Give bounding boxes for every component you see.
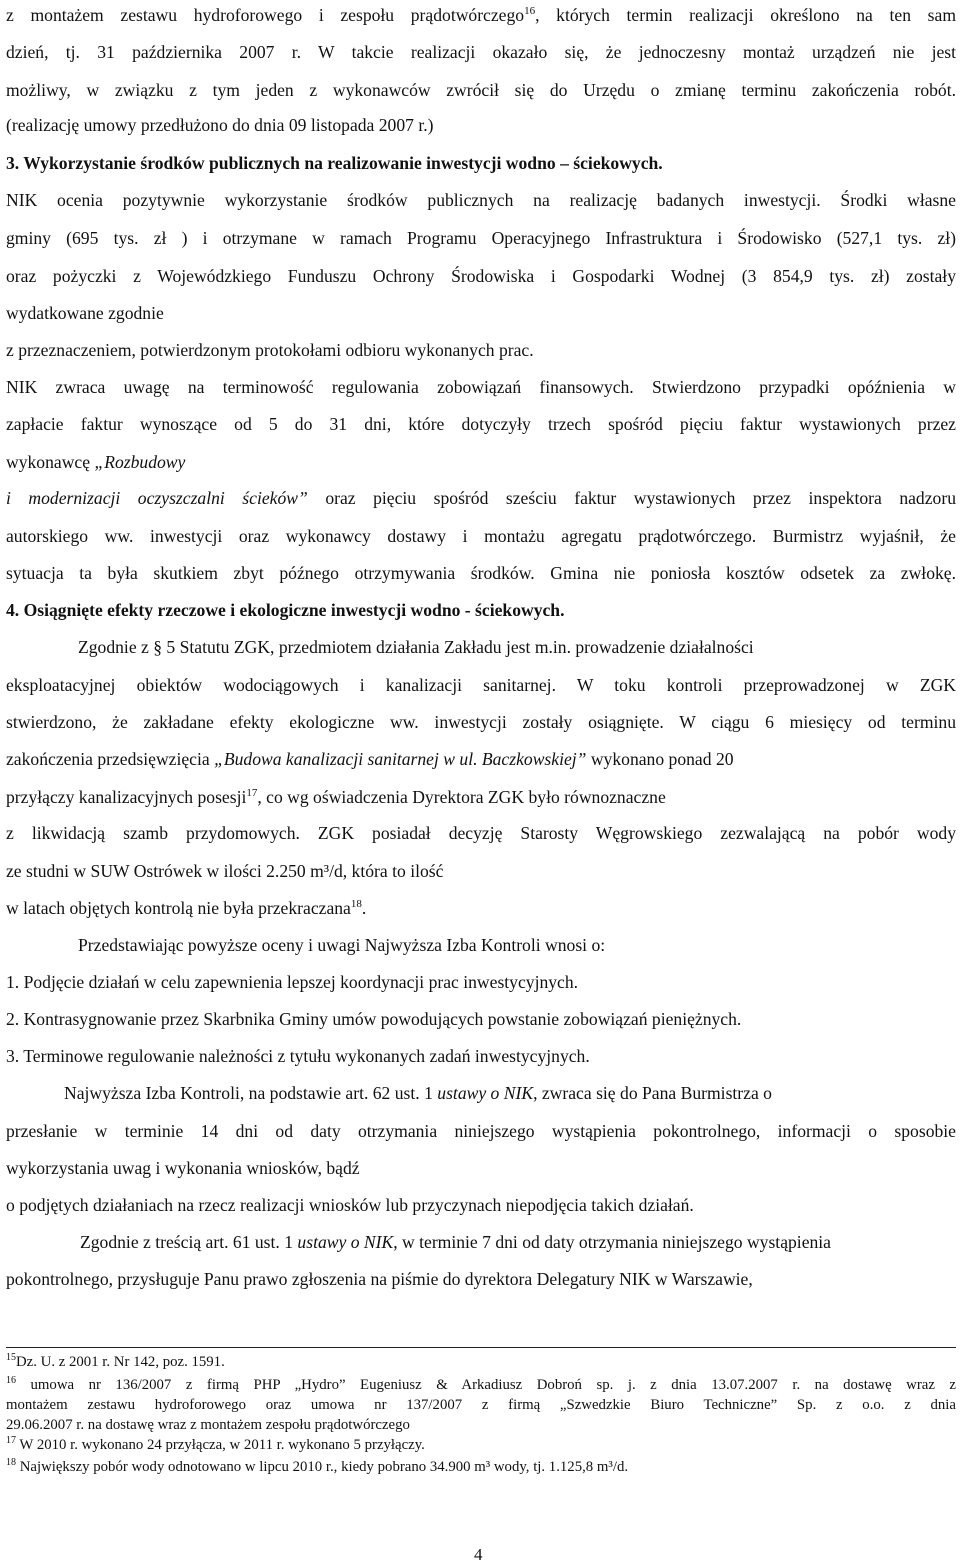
footnote: $^{16}$ umowa nr 136/2007 z firmą PHP „Hydro” Eugeniusz & Arkadiusz Dobroń sp. j. z dnia 13.07.2007 r. na dostawę wraz z [6,1375,956,1393]
body-line: gminy (695 tys. zł ) i otrzymane w ramach Programu Operacyjnego Infrastruktura i Środowisko (527,1 tys. zł) [6,228,956,248]
body-line: wydatkowane zgodnie [6,303,164,323]
body-line: ze studni w SUW Ostrówek w ilości 2.250 m³/d, która to ilość [6,861,444,881]
footnote: 29.06.2007 r. na dostawę wraz z montażem zespołu prądotwórczego [6,1417,410,1433]
body-line: z montażem zestawu hydroforowego i zespołu prądotwórczego$^{16}$, których termin realizacji określono na ten sam [6,5,957,25]
page-number: 4 [474,1545,483,1564]
body-line: dzień, tj. 31 października 2007 r. W takcie realizacji okazało się, że jednoczesny montaż urządzeń nie jest [6,42,956,62]
body-line: Zgodnie z treścią art. 61 ust. 1 ustawy o NIK, w terminie 7 dni od daty otrzymania niniejszego wystąpienia [80,1232,831,1252]
body-line: oraz pożyczki z Wojewódzkiego Funduszu Ochrony Środowiska i Gospodarki Wodnej (3 854,9 tys. zł) zostały [6,266,956,286]
body-line: w latach objętych kontrolą nie była przekraczana$^{18}$. [6,898,367,918]
body-line: z przeznaczeniem, potwierdzonym protokołami odbioru wykonanych prac. [6,340,534,360]
body-line: wykonawcę „Rozbudowy [6,452,186,472]
footnote: montażem zestawu hydroforowego oraz umowa nr 137/2007 z firmą „Szwedzkie Biuro Techniczne” Sp. z o.o. z dnia [6,1397,956,1413]
body-line: wykorzystania uwag i wykonania wniosków, bądź [6,1158,360,1178]
body-line: i modernizacji oczyszczalni ścieków” oraz pięciu spośród sześciu faktur wystawionych przez inspektora nadzoru [6,488,956,508]
body-line: autorskiego ww. inwestycji oraz wykonawcy dostawy i montażu agregatu prądotwórczego. Burmistrz wyjaśnił, że [6,526,956,546]
body-line: możliwy, w związku z tym jeden z wykonawców zwrócił się do Urzędu o zmianę terminu zakończenia robót. [6,80,956,100]
body-line: NIK ocenia pozytywnie wykorzystanie środków publicznych na realizację badanych inwestycji. Środki własne [6,190,956,210]
body-line: Zgodnie z § 5 Statutu ZGK, przedmiotem działania Zakładu jest m.in. prowadzenie działalności [78,637,754,657]
body-line: zakończenia przedsięwzięcia „Budowa kanalizacji sanitarnej w ul. Baczkowskiej” wykonano ponad 20 [6,749,734,769]
footnote: $^{17}$ W 2010 r. wykonano 24 przyłącza, w 2011 r. wykonano 5 przyłączy. [6,1435,425,1453]
body-line: o podjętych działaniach na rzecz realizacji wniosków lub przyczynach niepodjęcia takich działań. [6,1195,694,1215]
section-heading-4: 4. Osiągnięte efekty rzeczowe i ekologiczne inwestycji wodno - ściekowych. [6,600,565,620]
body-line: (realizację umowy przedłużono do dnia 09 listopada 2007 r.) [6,115,434,135]
footnote-ref: 17 [246,787,258,800]
body-line: z likwidacją szamb przydomowych. ZGK posiadał decyzję Starosty Węgrowskiego zezwalającą na pobór wody [6,823,956,843]
body-line: NIK zwraca uwagę na terminowość regulowania zobowiązań finansowych. Stwierdzono przypadki opóźnienia w [6,377,956,397]
section-heading-3: 3. Wykorzystanie środków publicznych na realizowanie inwestycji wodno – ściekowych. [6,153,663,173]
footnote-separator [6,1347,956,1348]
footnote: $^{15}$Dz. U. z 2001 r. Nr 142, poz. 1591. [6,1352,225,1370]
body-line: sytuacja ta była skutkiem zbyt późnego otrzymywania środków. Gmina nie poniosła kosztów odsetek za zwłokę. [6,563,956,583]
body-line: pokontrolnego, przysługuje Panu prawo zgłoszenia na piśmie do dyrektora Delegatury NIK w Warszawie, [6,1269,753,1289]
body-line: Przedstawiając powyższe oceny i uwagi Najwyższa Izba Kontroli wnosi o: [78,935,606,955]
body-line: eksploatacyjnej obiektów wodociągowych i kanalizacji sanitarnej. W toku kontroli przeprowadzonej w ZGK [6,675,956,695]
body-line: Najwyższa Izba Kontroli, na podstawie art. 62 ust. 1 ustawy o NIK, zwraca się do Pana Burmistrza o [64,1083,772,1103]
footnote-ref: 16 [524,5,536,18]
footnote-ref: 18 [350,898,362,911]
body-line: przyłączy kanalizacyjnych posesji$^{17}$, co wg oświadczenia Dyrektora ZGK było równoznaczne [6,787,666,807]
body-line: stwierdzono, że zakładane efekty ekologiczne ww. inwestycji zostały osiągnięte. W ciągu 6 miesięcy od terminu [6,712,956,732]
list-item: 1. Podjęcie działań w celu zapewnienia lepszej koordynacji prac inwestycyjnych. [6,972,579,992]
list-item: 3. Terminowe regulowanie należności z tytułu wykonanych zadań inwestycyjnych. [6,1046,590,1066]
footnote: $^{18}$ Największy pobór wody odnotowano w lipcu 2010 r., kiedy pobrano 34.900 m³ wody, tj. 1.125,8 m³/d. [6,1457,629,1475]
list-item: 2. Kontrasygnowanie przez Skarbnika Gminy umów powodujących powstanie zobowiązań pieniężnych. [6,1009,742,1029]
body-line: przesłanie w terminie 14 dni od daty otrzymania niniejszego wystąpienia pokontrolnego, informacji o sposobie [6,1121,956,1141]
body-line: zapłacie faktur wynoszące od 5 do 31 dni, które dotyczyły trzech spośród pięciu faktur wystawionych przez [6,414,956,434]
